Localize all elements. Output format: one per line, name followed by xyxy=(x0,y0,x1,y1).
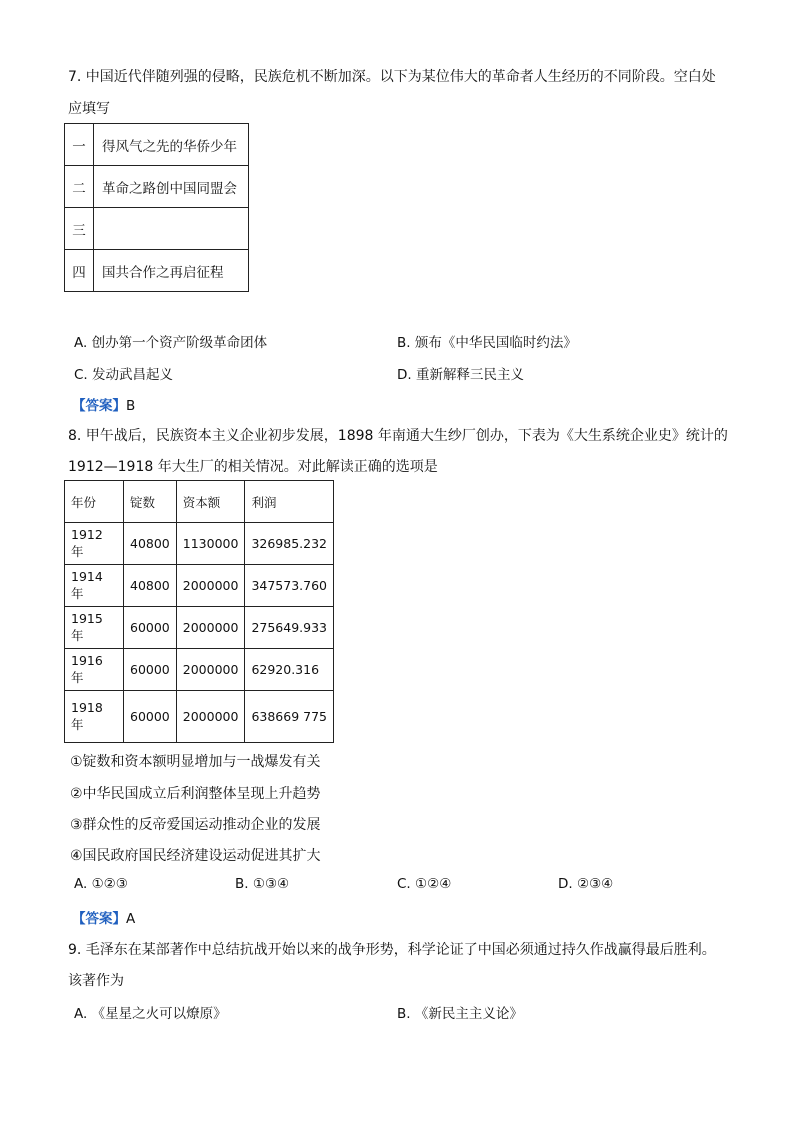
q8-option-b: B. ①③④ xyxy=(235,876,290,892)
table-cell: 1916 年 xyxy=(65,649,124,691)
table-row xyxy=(65,607,334,649)
q8-table xyxy=(64,480,334,743)
q7-stem-line2: 应填写 xyxy=(68,101,110,117)
answer-label: 【答案】 xyxy=(72,398,126,414)
table-cell: 347573.760 xyxy=(245,565,334,607)
table-row xyxy=(65,208,249,250)
answer-label: 【答案】 xyxy=(72,911,126,927)
table-row xyxy=(65,523,334,565)
q9-option-b: B. 《新民主主义论》 xyxy=(397,1006,523,1022)
table-row xyxy=(65,649,334,691)
q7-row-text: 得风气之先的华侨少年 xyxy=(94,124,249,166)
table-cell: 60000 xyxy=(124,691,177,743)
table-cell: 2000000 xyxy=(176,649,245,691)
column-header: 锭数 xyxy=(124,481,177,523)
q7-row-num: 一 xyxy=(65,124,94,166)
q7-stem-line1: 7. 中国近代伴随列强的侵略，民族危机不断加深。以下为某位伟大的革命者人生经历的不同阶段。空白处 xyxy=(68,69,716,85)
q8-option-c: C. ①②④ xyxy=(397,876,452,892)
table-cell: 1918 年 xyxy=(65,691,124,743)
q8-statement-3: ③群众性的反帝爱国运动推动企业的发展 xyxy=(70,817,321,833)
table-cell: 62920.316 xyxy=(245,649,334,691)
q7-option-a: A. 创办第一个资产阶级革命团体 xyxy=(74,335,268,351)
table-cell: 2000000 xyxy=(176,691,245,743)
q8-stem-line1: 8. 甲午战后，民族资本主义企业初步发展，1898 年南通大生纱厂创办，下表为《大生系统企业史》统计的 xyxy=(68,428,728,444)
table-cell: 1915 年 xyxy=(65,607,124,649)
column-header: 年份 xyxy=(65,481,124,523)
q7-row-blank xyxy=(94,208,249,250)
q8-statement-4: ④国民政府国民经济建设运动促进其扩大 xyxy=(70,848,321,864)
table-row xyxy=(65,166,249,208)
q9-option-a: A. 《星星之火可以燎原》 xyxy=(74,1006,227,1022)
table-cell: 60000 xyxy=(124,607,177,649)
q7-row-text: 革命之路创中国同盟会 xyxy=(94,166,249,208)
answer-value: A xyxy=(126,911,136,927)
column-header: 资本额 xyxy=(176,481,245,523)
answer-value: B xyxy=(126,398,136,414)
q7-row-text: 国共合作之再启征程 xyxy=(94,250,249,292)
table-cell: 40800 xyxy=(124,565,177,607)
column-header: 利润 xyxy=(245,481,334,523)
table-cell: 60000 xyxy=(124,649,177,691)
table-cell: 2000000 xyxy=(176,565,245,607)
table-header-row xyxy=(65,481,334,523)
q9-stem-line1: 9. 毛泽东在某部著作中总结抗战开始以来的战争形势，科学论证了中国必须通过持久作战赢得最后胜利。 xyxy=(68,942,716,958)
table-cell: 1130000 xyxy=(176,523,245,565)
table-cell: 638669 775 xyxy=(245,691,334,743)
table-cell: 40800 xyxy=(124,523,177,565)
table-row xyxy=(65,565,334,607)
q8-option-d: D. ②③④ xyxy=(558,876,614,892)
table-row xyxy=(65,250,249,292)
q7-row-num: 三 xyxy=(65,208,94,250)
table-cell: 2000000 xyxy=(176,607,245,649)
q8-statement-1: ①锭数和资本额明显增加与一战爆发有关 xyxy=(70,754,321,770)
table-cell: 1914 年 xyxy=(65,565,124,607)
table-cell: 275649.933 xyxy=(245,607,334,649)
q8-stem-line2: 1912—1918 年大生厂的相关情况。对此解读正确的选项是 xyxy=(68,459,438,475)
q7-answer xyxy=(72,394,135,414)
q7-option-d: D. 重新解释三民主义 xyxy=(397,367,524,383)
q9-stem-line2: 该著作为 xyxy=(68,973,124,989)
q7-table xyxy=(64,123,249,292)
q7-row-num: 二 xyxy=(65,166,94,208)
q7-row-num: 四 xyxy=(65,250,94,292)
q8-option-a: A. ①②③ xyxy=(74,876,128,892)
q7-option-b: B. 颁布《中华民国临时约法》 xyxy=(397,335,577,351)
q7-option-c: C. 发动武昌起义 xyxy=(74,367,174,383)
table-row xyxy=(65,124,249,166)
table-cell: 326985.232 xyxy=(245,523,334,565)
q8-answer xyxy=(72,907,135,927)
table-row xyxy=(65,691,334,743)
table-cell: 1912 年 xyxy=(65,523,124,565)
q8-statement-2: ②中华民国成立后利润整体呈现上升趋势 xyxy=(70,786,321,802)
